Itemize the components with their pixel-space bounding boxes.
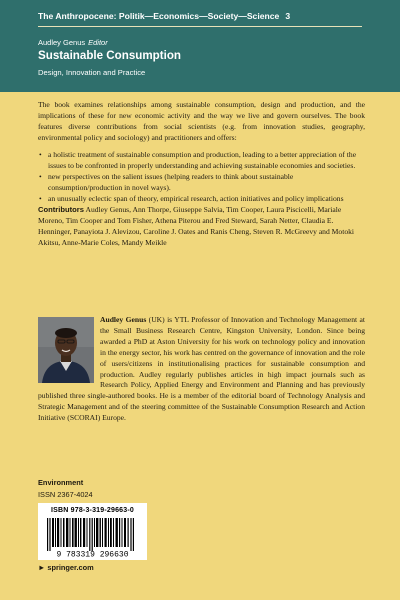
contributors: [38, 204, 365, 248]
description-intro: The book examines relationships among sustainable consumption, design and production, and the implications of these for new economic activity and the way we live and govern ourselves. The book features diverse contributions from social scientists (e.g. from innovation studies, geography, environmental policy and sociology) and practitioners and offers:: [38, 100, 365, 142]
author-bio: [38, 315, 365, 424]
feature-list: [38, 149, 365, 204]
issn: ISSN 2367-4024: [38, 490, 93, 499]
barcode-icon: [43, 518, 142, 558]
book-subtitle: Design, Innovation and Practice: [38, 68, 146, 77]
feature-item: [38, 149, 365, 171]
bio-text: (UK) is YTL Professor of Innovation and Technology Management at the Small Business Research Centre, Kingston University, London. Since being awarded a PhD at Aston University for his work on technology policy and innovation in the energy sector, his work has centred on the governance of innovation and the role of users/citizens in institutionalising practices for sustainable consumption and production. Audley regularly publishes articles in high impact journals such as Research Policy, Applied Energy and Environment and Planning and has previously published three single-authored books. He is a member of the editorial board of Technology Analysis and Strategic Management and of the steering committee of the Sustainable Consumption Research and Action Initiative (SCORAI) Europe.: [38, 315, 365, 423]
description: [38, 99, 365, 248]
feature-text: new perspectives on the salient issues (helping readers to think about sustainable consumption/production in novel ways).: [48, 172, 294, 192]
bullet-icon: •: [39, 194, 42, 203]
feature-text: a holistic treatment of sustainable consumption and production, leading to a better appreciation of the issues to be confronted in properly understanding and achieving sustainable economies and societies.: [48, 150, 357, 170]
barcode-digits: 9 783319 296630: [56, 550, 129, 558]
isbn: ISBN 978-3-319-29663-0: [50, 507, 134, 514]
series-number: 3: [285, 11, 291, 21]
bullet-icon: •: [39, 172, 42, 181]
contributors-list: Audley Genus, Ann Thorpe, Giuseppe Salvia, Tim Cooper, Laura Piscicelli, Mariale Moreno, Tim Cooper and Tom Fisher, Athena Piterou and Fred Steward, Sarah Netter, Claudia E. Henninger, Panayiota J. Alevizou, Caroline J. Oates and Ranis Cheng, Steven R. McGreevy and Motoki Akitsu, Anne-Marie Coles, Mandy Meikle: [38, 205, 355, 247]
feature-item: [38, 171, 365, 193]
author-role: Editor: [88, 38, 108, 47]
feature-item: [38, 193, 365, 204]
series-name: The Anthropocene: Politik—Economics—Society—Science: [38, 11, 280, 21]
bio-author-name: Audley Genus: [100, 315, 147, 324]
feature-text: an unusually eclectic span of theory, empirical research, action initiatives and policy implications: [48, 194, 344, 203]
arrow-right-icon: ►: [38, 563, 46, 572]
publisher-link[interactable]: [38, 563, 94, 572]
series-label: Environment: [38, 478, 84, 487]
contributors-label: Contributors: [38, 205, 84, 214]
author-name: Audley Genus: [38, 38, 86, 47]
series-title: [38, 11, 378, 21]
publisher-url: springer.com: [47, 563, 94, 572]
header-divider: [38, 26, 362, 27]
header-band: [0, 0, 400, 92]
barcode: [38, 503, 147, 560]
bullet-icon: •: [39, 150, 42, 159]
author-line: [38, 38, 108, 47]
book-title: Sustainable Consumption: [38, 49, 181, 62]
